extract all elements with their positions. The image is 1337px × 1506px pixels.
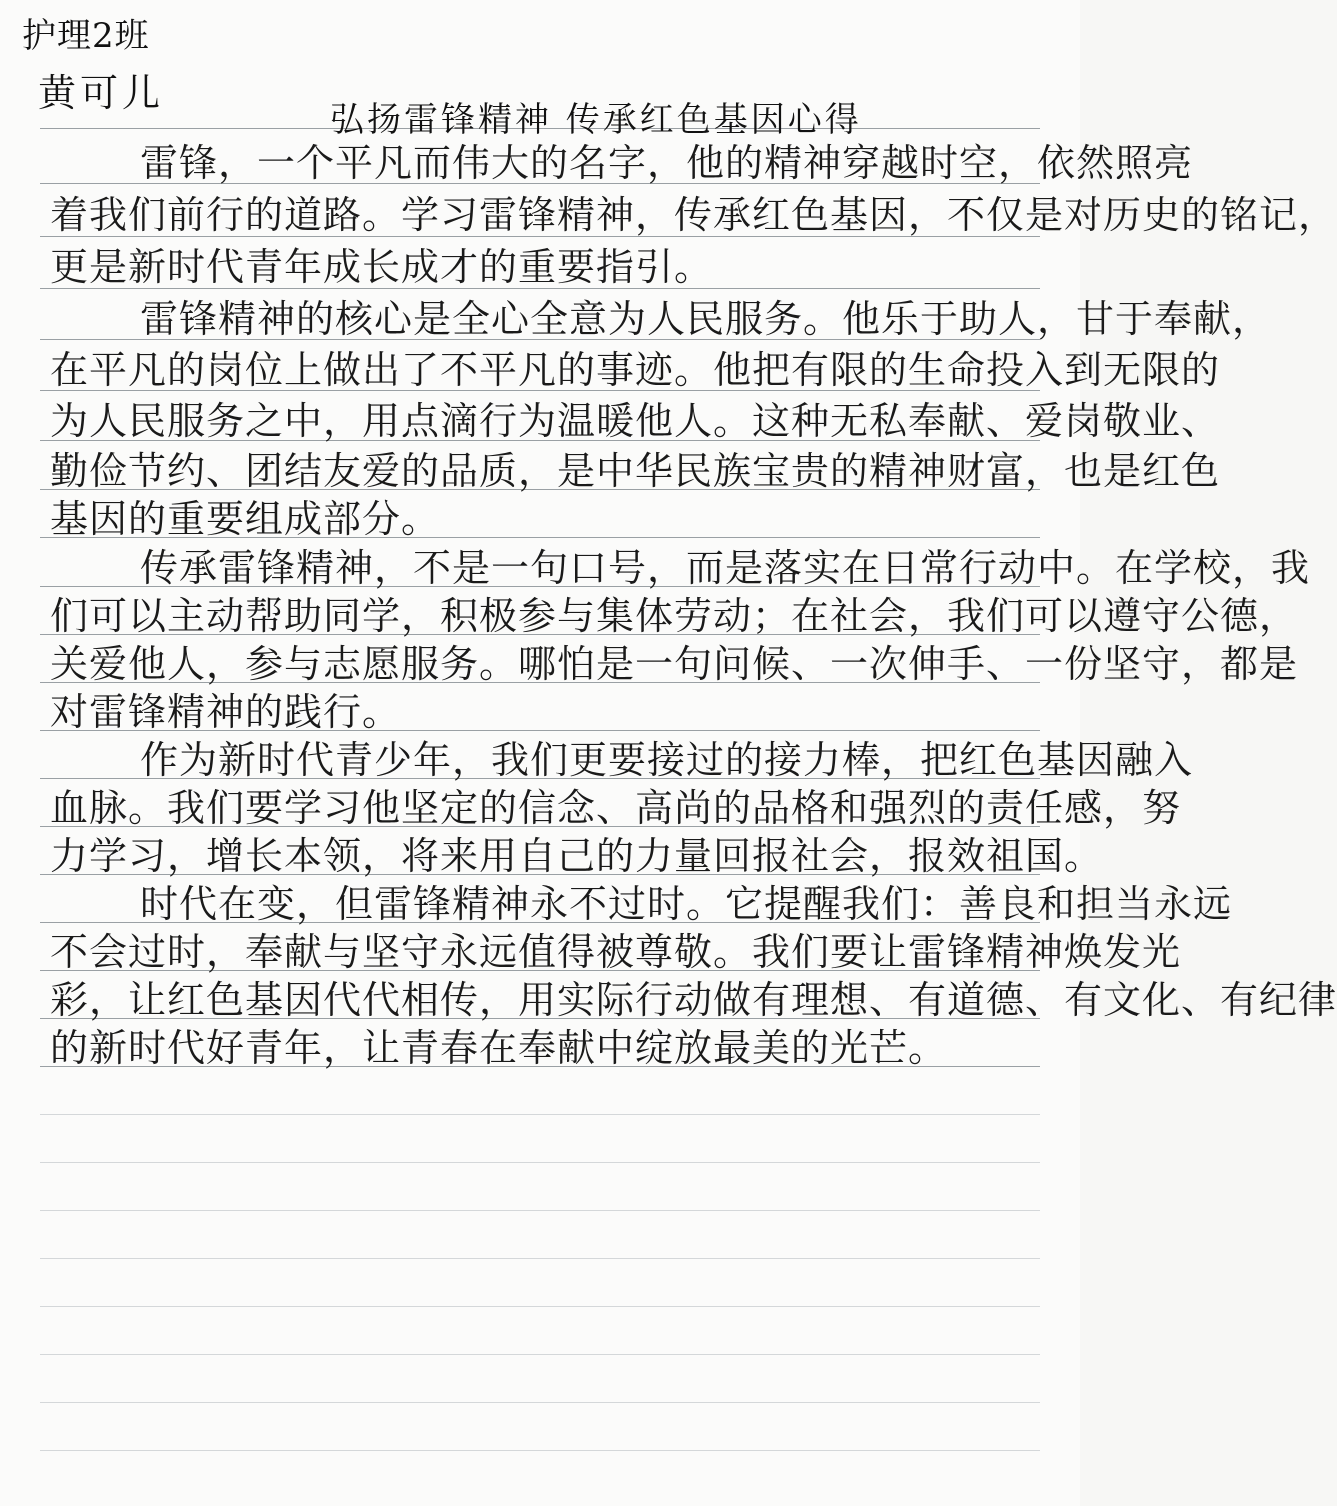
essay-line: 雷锋精神的核心是全心全意为人民服务。他乐于助人，甘于奉献，: [140, 297, 1272, 341]
essay-line: 着我们前行的道路。学习雷锋精神，传承红色基因，不仅是对历史的铭记，: [50, 193, 1337, 237]
rule-line: [40, 1402, 1040, 1403]
rule-line: [40, 1114, 1040, 1115]
essay-line: 勤俭节约、团结友爱的品质，是中华民族宝贵的精神财富，也是红色: [50, 449, 1221, 493]
essay-line: 不会过时，奉献与坚守永远值得被尊敬。我们要让雷锋精神焕发光: [50, 930, 1182, 974]
essay-line: 的新时代好青年，让青春在奉献中绽放最美的光芒。: [50, 1026, 948, 1070]
rule-line: [40, 1162, 1040, 1163]
rule-line: [40, 1306, 1040, 1307]
author-name: 黄可儿: [38, 71, 165, 115]
essay-line: 更是新时代青年成长成才的重要指引。: [50, 245, 714, 289]
essay-line: 作为新时代青少年，我们更要接过的接力棒，把红色基因融入: [140, 738, 1194, 782]
essay-line: 血脉。我们要学习他坚定的信念、高尚的品格和强烈的责任感，努: [50, 786, 1182, 830]
rule-line: [40, 1354, 1040, 1355]
essay-line: 力学习，增长本领，将来用自己的力量回报社会，报效祖国。: [50, 834, 1104, 878]
essay-title: 弘扬雷锋精神 传承红色基因心得: [330, 100, 862, 140]
rule-line: [40, 1210, 1040, 1211]
essay-line: 对雷锋精神的践行。: [50, 690, 402, 734]
class-name: 护理2班: [22, 16, 150, 56]
rule-line: [40, 1258, 1040, 1259]
essay-line: 传承雷锋精神，不是一句口号，而是落实在日常行动中。在学校，我: [140, 546, 1311, 590]
essay-line: 雷锋，一个平凡而伟大的名字，他的精神穿越时空，依然照亮: [140, 141, 1194, 185]
essay-line: 彩，让红色基因代代相传，用实际行动做有理想、有道德、有文化、有纪律: [50, 978, 1337, 1022]
essay-line: 关爱他人，参与志愿服务。哪怕是一句问候、一次伸手、一份坚守，都是: [50, 642, 1299, 686]
essay-line: 们可以主动帮助同学，积极参与集体劳动；在社会，我们可以遵守公德，: [50, 594, 1299, 638]
essay-line: 时代在变，但雷锋精神永不过时。它提醒我们：善良和担当永远: [140, 882, 1233, 926]
rule-line: [40, 1450, 1040, 1451]
essay-line: 在平凡的岗位上做出了不平凡的事迹。他把有限的生命投入到无限的: [50, 348, 1221, 392]
essay-line: 基因的重要组成部分。: [50, 497, 441, 541]
essay-line: 为人民服务之中，用点滴行为温暖他人。这种无私奉献、爱岗敬业、: [50, 399, 1221, 443]
